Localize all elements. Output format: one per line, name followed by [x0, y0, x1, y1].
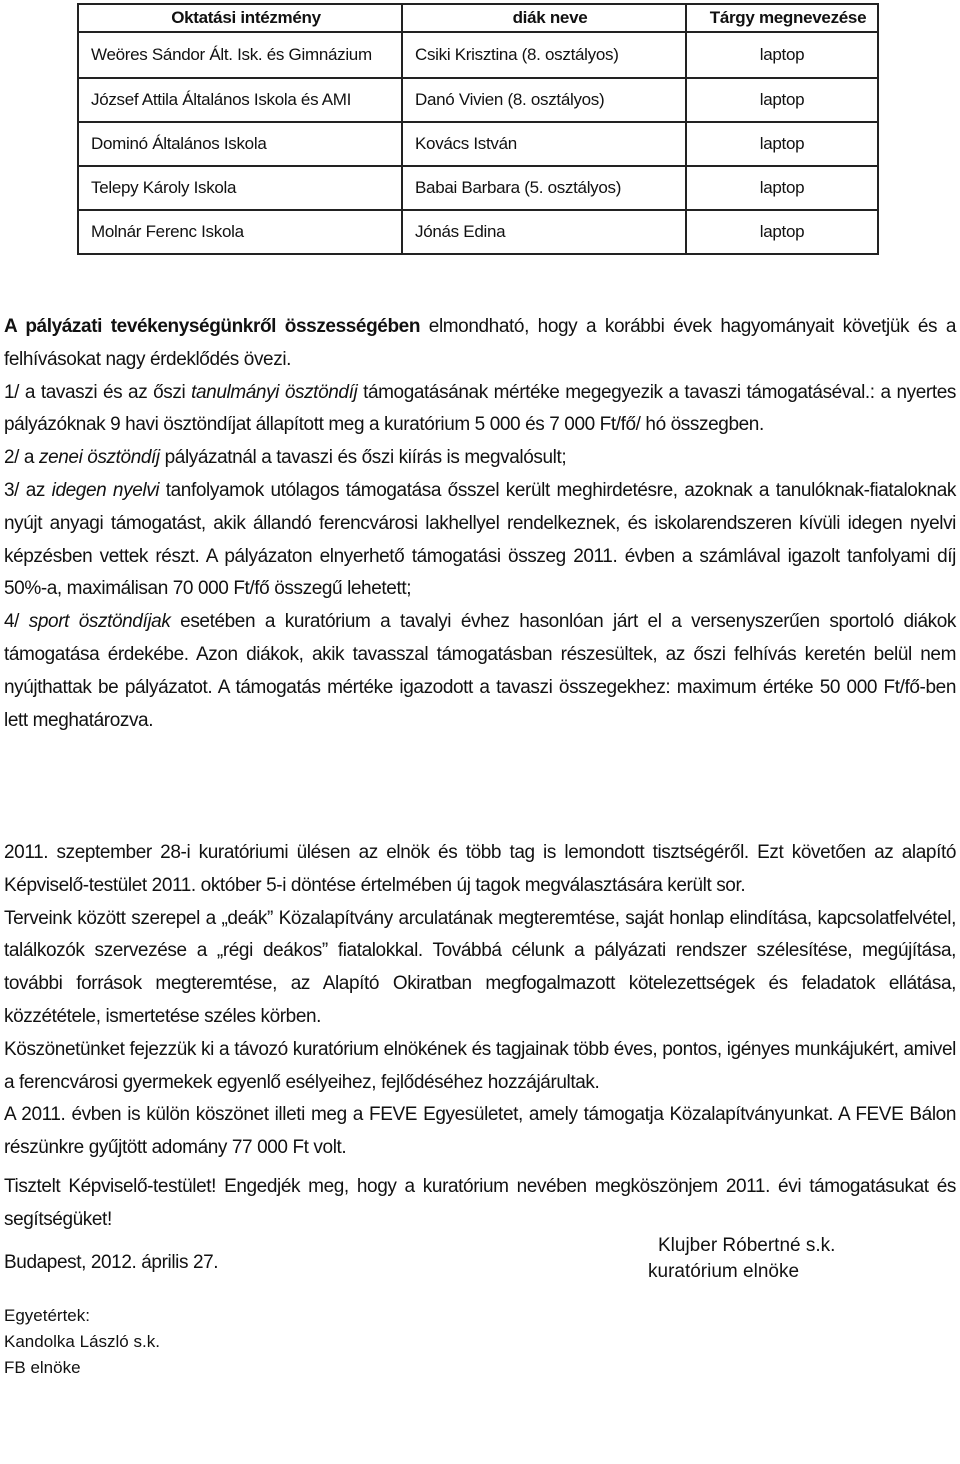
fb-signature: [4, 1303, 160, 1381]
item-3: [4, 475, 956, 606]
item-4-pre: 4/: [4, 611, 29, 633]
item-3-post: tanfolyamok utólagos támogatása ősszel került meghirdetésre, azoknak a tanulóknak-fiataloknak nyújt anyagi támogatást, akik állandó ferencvárosi lakhellyel rendelkeznek, és iskolarendszeren kívüli idegen nyelvi képzésben vettek részt. A pályázaton elnyerhető támogatási összeg 2011. évben a számlával igazolt tanfolyami díj 50%-a, maximálisan 70 000 Ft/fő összegű lehetett;: [4, 479, 956, 600]
fb-title: FB elnöke: [4, 1358, 81, 1377]
cell-item: laptop: [686, 122, 878, 166]
item-1-italic: tanulmányi ösztöndíj: [191, 381, 358, 403]
item-2-pre: 2/ a: [4, 447, 39, 469]
board-change: 2011. szeptember 28-i kuratóriumi ülésen az elnök és több tag is lemondott tisztségéről. Ezt követően az alapító Képviselő-testület 2011. október 5-i döntése értelmében új tagok megválasztására került sor.: [4, 842, 956, 896]
chair-signature: [648, 1233, 836, 1285]
cell-institution: József Attila Általános Iskola és AMI: [78, 78, 402, 122]
news-paragraph: [4, 837, 956, 1165]
item-1: [4, 377, 956, 443]
cell-institution: Weöres Sándor Ált. Isk. és Gimnázium: [78, 32, 402, 78]
item-4: [4, 606, 956, 737]
cell-student: Csiki Krisztina (8. osztályos): [402, 32, 686, 78]
item-2: [4, 442, 956, 475]
table-row: [78, 210, 878, 254]
header-item: Tárgy megnevezése: [686, 4, 878, 32]
cell-item: laptop: [686, 78, 878, 122]
cell-institution: Molnár Ferenc Iskola: [78, 210, 402, 254]
item-4-italic: sport ösztöndíjak: [28, 611, 171, 633]
plans: Terveink között szerepel a „deák” Közalapítvány arculatának megteremtése, saját honlap elindítása, kapcsolatfelvétel, találkozók szervezése a „régi deákos” fiatalokkal. Továbbá célunk a pályázati rendszer szélesítése, megújítása, további források megteremtése, az Alapító Okiratban megfogalmazott kötelezettségek és feladatok ellátása, közzététele, ismertetése széles körben.: [4, 907, 956, 1027]
table-row: [78, 122, 878, 166]
table-header-row: [78, 4, 878, 32]
summary-lead: [4, 311, 956, 377]
item-3-italic: idegen nyelvi: [51, 479, 160, 501]
cell-item: laptop: [686, 166, 878, 210]
chair-name: Klujber Róbertné s.k.: [658, 1235, 836, 1256]
item-2-italic: zenei ösztöndíj: [38, 447, 160, 469]
cell-institution: Telepy Károly Iskola: [78, 166, 402, 210]
activity-summary: [4, 311, 956, 737]
awards-table: [77, 3, 879, 255]
item-3-pre: 3/ az: [4, 479, 52, 501]
cell-item: laptop: [686, 210, 878, 254]
cell-student: Kovács István: [402, 122, 686, 166]
fb-name: Kandolka László s.k.: [4, 1332, 160, 1351]
thanks-board: Köszönetünket fejezzük ki a távozó kuratórium elnökének és tagjainak több éves, pontos, igényes munkájukért, amivel a ferencvárosi gyermekek egyenlő esélyeihez, fejlődéséhez hozzájárultak.: [4, 1038, 956, 1093]
cell-student: Danó Vivien (8. osztályos): [402, 78, 686, 122]
table-row: [78, 166, 878, 210]
item-4-post: esetében a kuratórium a tavalyi évhez hasonlóan járt el a versenyszerűen sportoló diákok támogatása érdekébe. Azon diákok, akik tavasszal támogatásban részesültek, az őszi felhívás keretén belül nem nyújthattak be pályázatot. A támogatás mértéke igazodott a tavaszi összegekhez: maximum értéke 50 000 Ft/fő-ben lett meghatározva.: [4, 611, 956, 731]
table-row: [78, 32, 878, 78]
lead-rest: elmondható, hogy a korábbi évek hagyományait követjük és a felhívásokat nagy érdeklődés övezi.: [4, 316, 956, 370]
lead-bold: A pályázati tevékenységünkről összességében: [4, 316, 421, 337]
table-row: [78, 78, 878, 122]
cell-student: Jónás Edina: [402, 210, 686, 254]
thanks-feve: A 2011. évben is külön köszönet illeti meg a FEVE Egyesületet, amely támogatja Közalapítványunkat. A FEVE Bálon részünkre gyűjtött adomány 77 000 Ft volt.: [4, 1104, 956, 1159]
closing-text: Tisztelt Képviselő-testület! Engedjék meg, hogy a kuratórium nevében megköszönjem 2011. évi támogatásukat és segítségüket!: [4, 1176, 956, 1230]
cell-student: Babai Barbara (5. osztályos): [402, 166, 686, 210]
cell-institution: Dominó Általános Iskola: [78, 122, 402, 166]
place-date: Budapest, 2012. április 27.: [4, 1251, 219, 1273]
item-1-pre: 1/ a tavaszi és az őszi: [4, 381, 192, 403]
cell-item: laptop: [686, 32, 878, 78]
agree-label: Egyetértek:: [4, 1306, 90, 1325]
item-1-post: támogatásának mértéke megegyezik a tavaszi támogatáséval.: a nyertes pályázóknak 9 havi ösztöndíjat állapított meg a kuratórium 5 000 és 7 000 Ft/fő/ hó összegben.: [4, 381, 956, 436]
header-student: diák neve: [402, 4, 686, 32]
header-institution: Oktatási intézmény: [78, 4, 402, 32]
item-2-post: pályázatnál a tavaszi és őszi kiírás is megvalósult;: [159, 447, 567, 469]
chair-title: kuratórium elnöke: [648, 1261, 800, 1282]
